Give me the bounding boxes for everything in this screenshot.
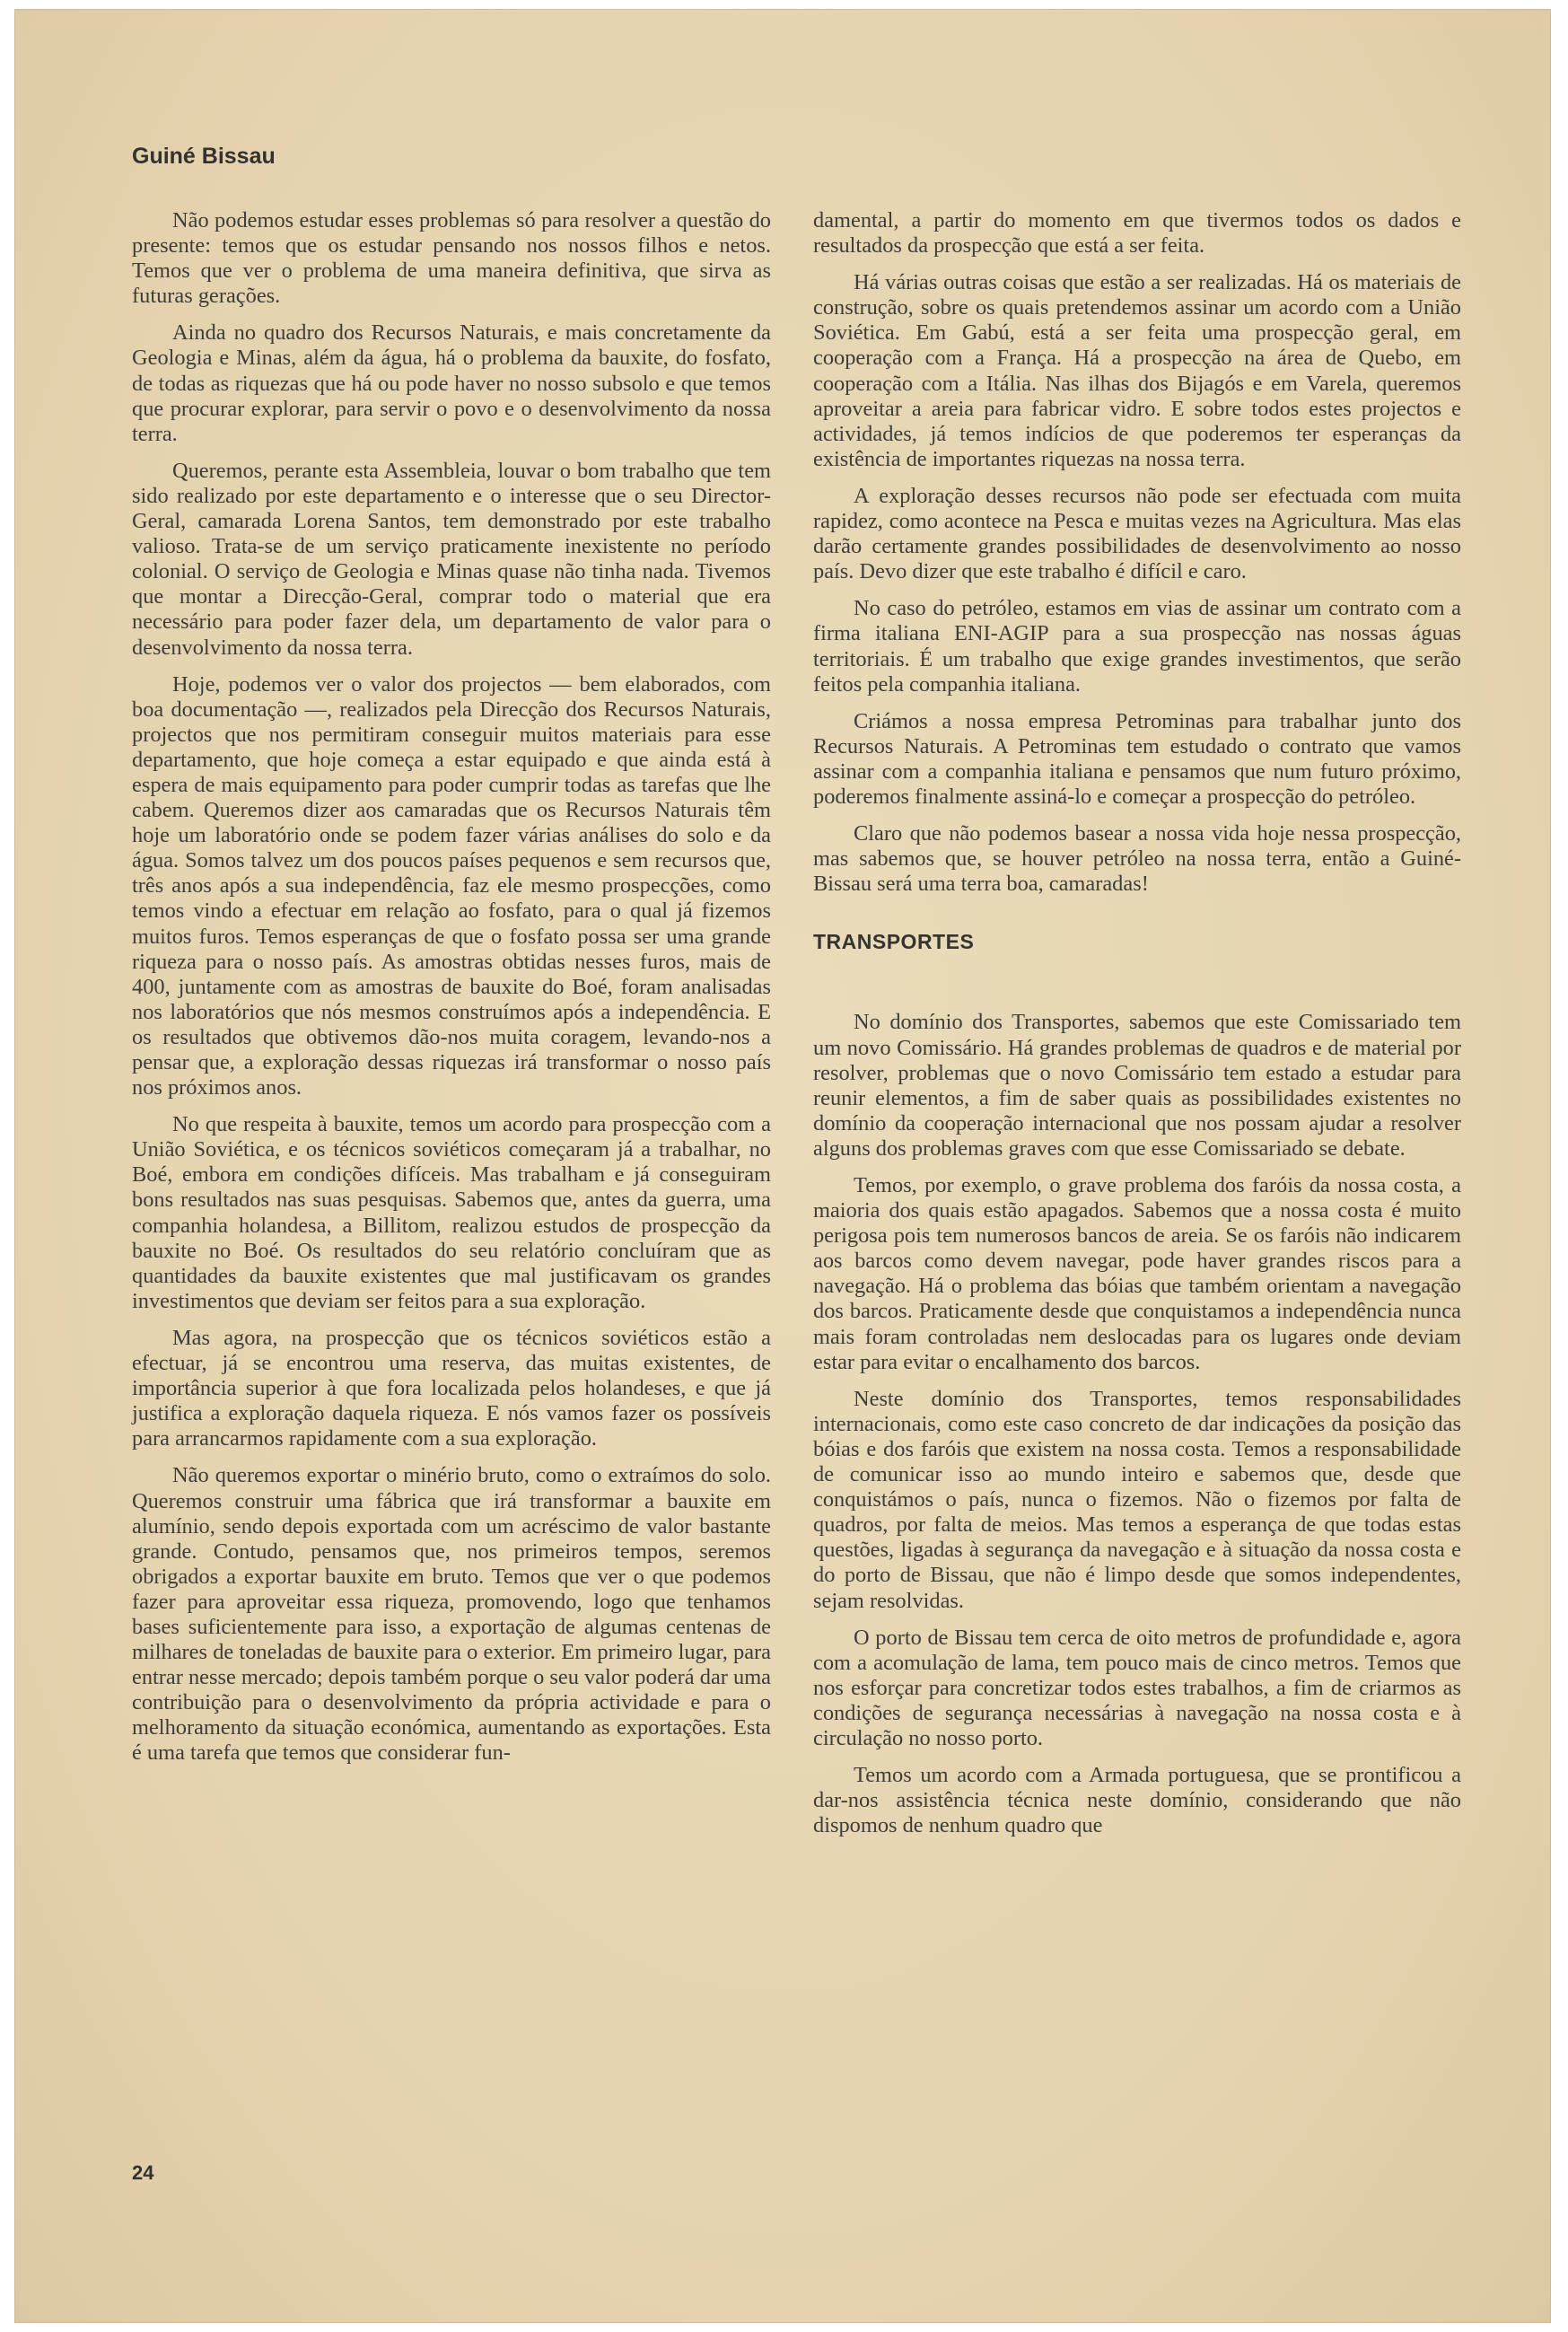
paragraph: Há várias outras coisas que estão a ser realizadas. Há os materiais de construção, sobre os quais pretendemos assinar um acordo com a União Soviética. Em Gabú, está a ser feita uma prospecção geral, em cooperação com a França. Há a prospecção na área de Quebo, em cooperação com a Itália. Nas ilhas dos Bijagós e em Varela, queremos aproveitar a areia para fabricar vidro. E sobre todos estes projectos e actividades, já temos indícios de que poderemos ter esperanças da existência de importantes riquezas na nossa terra. xyxy=(813,270,1461,471)
section-heading: TRANSPORTES xyxy=(813,930,975,954)
paragraph: No que respeita à bauxite, temos um acordo para prospecção com a União Soviética, e os técnicos soviéticos começaram já a trabalhar, no Boé, embora em condições difíceis. Mas trabalham e já conseguiram bons resultados nas suas pesquisas. Sabemos que, antes da guerra, uma companhia holandesa, a Billitom, realizou estudos de prospecção da bauxite no Boé. Os resultados do seu relatório concluíram que as quantidades da bauxite existentes que mal justificavam os grandes investimentos que deviam ser feitos para a sua exploração. xyxy=(132,1112,771,1313)
paragraph: Ainda no quadro dos Recursos Naturais, e mais concretamente da Geologia e Minas, além da água, há o problema da bauxite, do fosfato, de todas as riquezas que há ou pode haver no nosso subsolo e que temos que procurar explorar, para servir o povo e o desenvolvimento da nossa terra. xyxy=(132,320,771,446)
paragraph: Neste domínio dos Transportes, temos responsabilidades internacionais, como este caso concreto de dar indicações da posição das bóias e dos faróis que existem na nossa costa. Temos a responsabilidade de comunicar isso ao mundo inteiro e sabemos que, desde que conquistámos o país, nunca o fizemos. Não o fizemos por falta de quadros, por falta de meios. Mas temos a esperança de que todas estas questões, ligadas à segurança da navegação e à situação da nossa costa e do porto de Bissau, que não é limpo desde que somos independentes, sejam resolvidas. xyxy=(813,1386,1461,1613)
paragraph: No caso do petróleo, estamos em vias de assinar um contrato com a firma italiana ENI-AGIP para a sua prospecção nas nossas águas territoriais. É um trabalho que exige grandes investimentos, que serão feitos pela companhia italiana. xyxy=(813,596,1461,697)
right-column xyxy=(813,208,1461,1838)
paragraph: Criámos a nossa empresa Petrominas para trabalhar junto dos Recursos Naturais. A Petrominas tem estudado o contrato que vamos assinar com a companhia italiana e pensamos que num futuro próximo, poderemos finalmente assiná-lo e começar a prospecção do petróleo. xyxy=(813,708,1461,809)
paragraph: Hoje, podemos ver o valor dos projectos — bem elaborados, com boa documentação —, realizados pela Direcção dos Recursos Naturais, projectos que nos permitiram conseguir muitos materiais para esse departamento, que hoje começa a estar equipado e que ainda está à espera de mais equipamento para poder cumprir todas as tarefas que lhe cabem. Queremos dizer aos camaradas que os Recursos Naturais têm hoje um laboratório onde se podem fazer várias análises do solo e da água. Somos talvez um dos poucos países pequenos e sem recursos que, três anos após a sua independência, faz ele mesmo prospecções, como temos vindo a efectuar em relação ao fosfato, para o qual já fizemos muitos furos. Temos esperanças de que o fosfato possa ser uma grande riqueza para o nosso país. As amostras obtidas nesses furos, mais de 400, juntamente com as amostras de bauxite do Boé, foram analisadas nos laboratórios que nós mesmos construímos após a independência. E os resultados que obtivemos dão-nos muita coragem, levando-nos a pensar que, a exploração dessas riquezas irá transformar o nosso país nos próximos anos. xyxy=(132,671,771,1100)
paragraph: O porto de Bissau tem cerca de oito metros de profundidade e, agora com a acomulação de lama, tem pouco mais de cinco metros. Temos que nos esforçar para concretizar todos estes trabalhos, a fim de criarmos as condições de segurança necessárias à navegação na nossa costa e à circulação no nosso porto. xyxy=(813,1625,1461,1750)
paragraph: damental, a partir do momento em que tivermos todos os dados e resultados da prospecção que está a ser feita. xyxy=(813,208,1461,259)
paragraph: Temos um acordo com a Armada portuguesa, que se prontificou a dar-nos assistência técnica neste domínio, considerando que não dispomos de nenhum quadro que xyxy=(813,1763,1461,1838)
paragraph: Não podemos estudar esses problemas só para resolver a questão do presente: temos que os estudar pensando nos nossos filhos e netos. Temos que ver o problema de uma maneira definitiva, que sirva as futuras gerações. xyxy=(132,208,771,309)
paragraph: Não queremos exportar o minério bruto, como o extraímos do solo. Queremos construir uma fábrica que irá transformar a bauxite em alumínio, sendo depois exportada com um acréscimo de valor bastante grande. Contudo, pensamos que, nos primeiros tempos, seremos obrigados a exportar bauxite em bruto. Temos que ver o que podemos fazer para aproveitar essa riqueza, promovendo, logo que tenhamos bases suficientemente para isso, a exportação de algumas centenas de milhares de toneladas de bauxite para o exterior. Em primeiro lugar, para entrar nesse mercado; depois também porque o seu valor poderá dar uma contribuição para o desenvolvimento da própria actividade e para o melhoramento da situação económica, aumentando as exportações. Esta é uma tarefa que temos que considerar fun- xyxy=(132,1463,771,1766)
running-header: Guiné Bissau xyxy=(132,144,276,169)
paragraph: A exploração desses recursos não pode ser efectuada com muita rapidez, como acontece na Pesca e muitas vezes na Agricultura. Mas elas darão certamente grandes possibilidades de desenvolvimento ao nosso país. Devo dizer que este trabalho é difícil e caro. xyxy=(813,483,1461,584)
page-number: 24 xyxy=(132,2161,154,2184)
paragraph: Temos, por exemplo, o grave problema dos faróis da nossa costa, a maioria dos quais estão apagados. Sabemos que a nossa costa é muito perigosa pois tem numerosos bancos de areia. Se os faróis não indicarem aos barcos como devem navegar, pode haver grandes riscos para a navegação. Há o problema das bóias que também orientam a navegação dos barcos. Praticamente desde que conquistamos a independência nunca mais foram controladas nem deslocadas para os lugares onde deviam estar para evitar o encalhamento dos barcos. xyxy=(813,1173,1461,1374)
left-column xyxy=(132,208,771,1767)
paragraph: Mas agora, na prospecção que os técnicos soviéticos estão a efectuar, já se encontrou uma reserva, das muitas existentes, de importância superior à que fora localizada pelos holandeses, e que já justifica a exploração daquela riqueza. E nós vamos fazer os possíveis para arrancarmos rapidamente com a sua exploração. xyxy=(132,1325,771,1451)
paragraph: Claro que não podemos basear a nossa vida hoje nessa prospecção, mas sabemos que, se houver petróleo na nossa terra, então a Guiné-Bissau será uma terra boa, camaradas! xyxy=(813,821,1461,897)
document-page xyxy=(14,9,1551,2323)
paragraph: No domínio dos Transportes, sabemos que este Comissariado tem um novo Comissário. Há grandes problemas de quadros e de material por resolver, problemas que o novo Comissário tem estado a estudar para reunir elementos, a fim de saber quais as possibilidades existentes no domínio da cooperação internacional que nos possam ajudar a resolver alguns dos problemas graves com que esse Comissariado se debate. xyxy=(813,1010,1461,1161)
paragraph: Queremos, perante esta Assembleia, louvar o bom trabalho que tem sido realizado por este departamento e o interesse que o seu Director-Geral, camarada Lorena Santos, tem demonstrado por este trabalho valioso. Trata-se de um serviço praticamente inexistente no período colonial. O serviço de Geologia e Minas quase não tinha nada. Tivemos que montar a Direcção-Geral, comprar todo o material que era necessário para poder fazer dela, um departamento de valor para o desenvolvimento da nossa terra. xyxy=(132,458,771,660)
